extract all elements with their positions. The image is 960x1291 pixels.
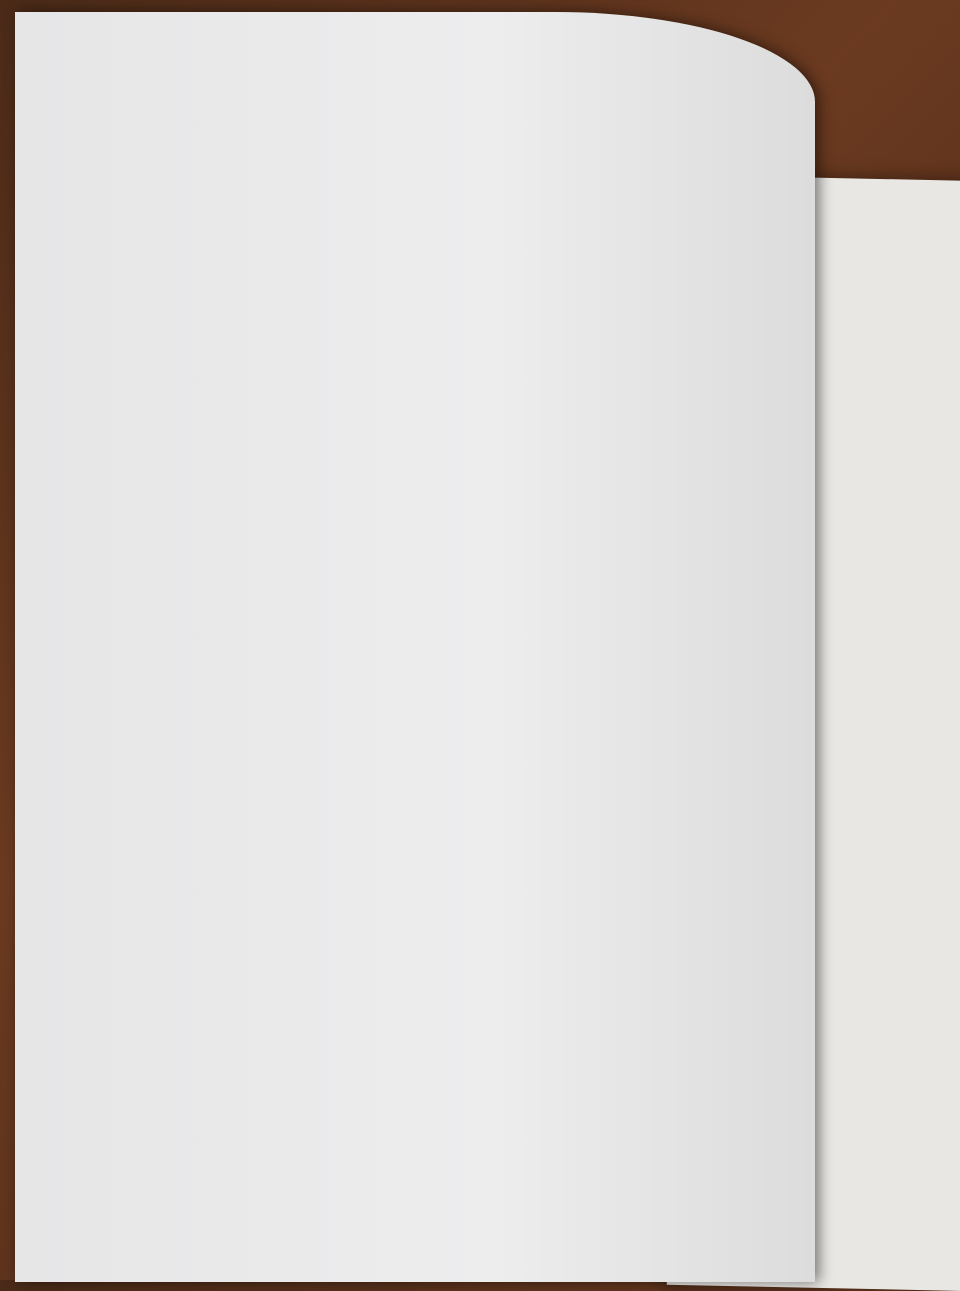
left-page <box>15 12 815 1282</box>
